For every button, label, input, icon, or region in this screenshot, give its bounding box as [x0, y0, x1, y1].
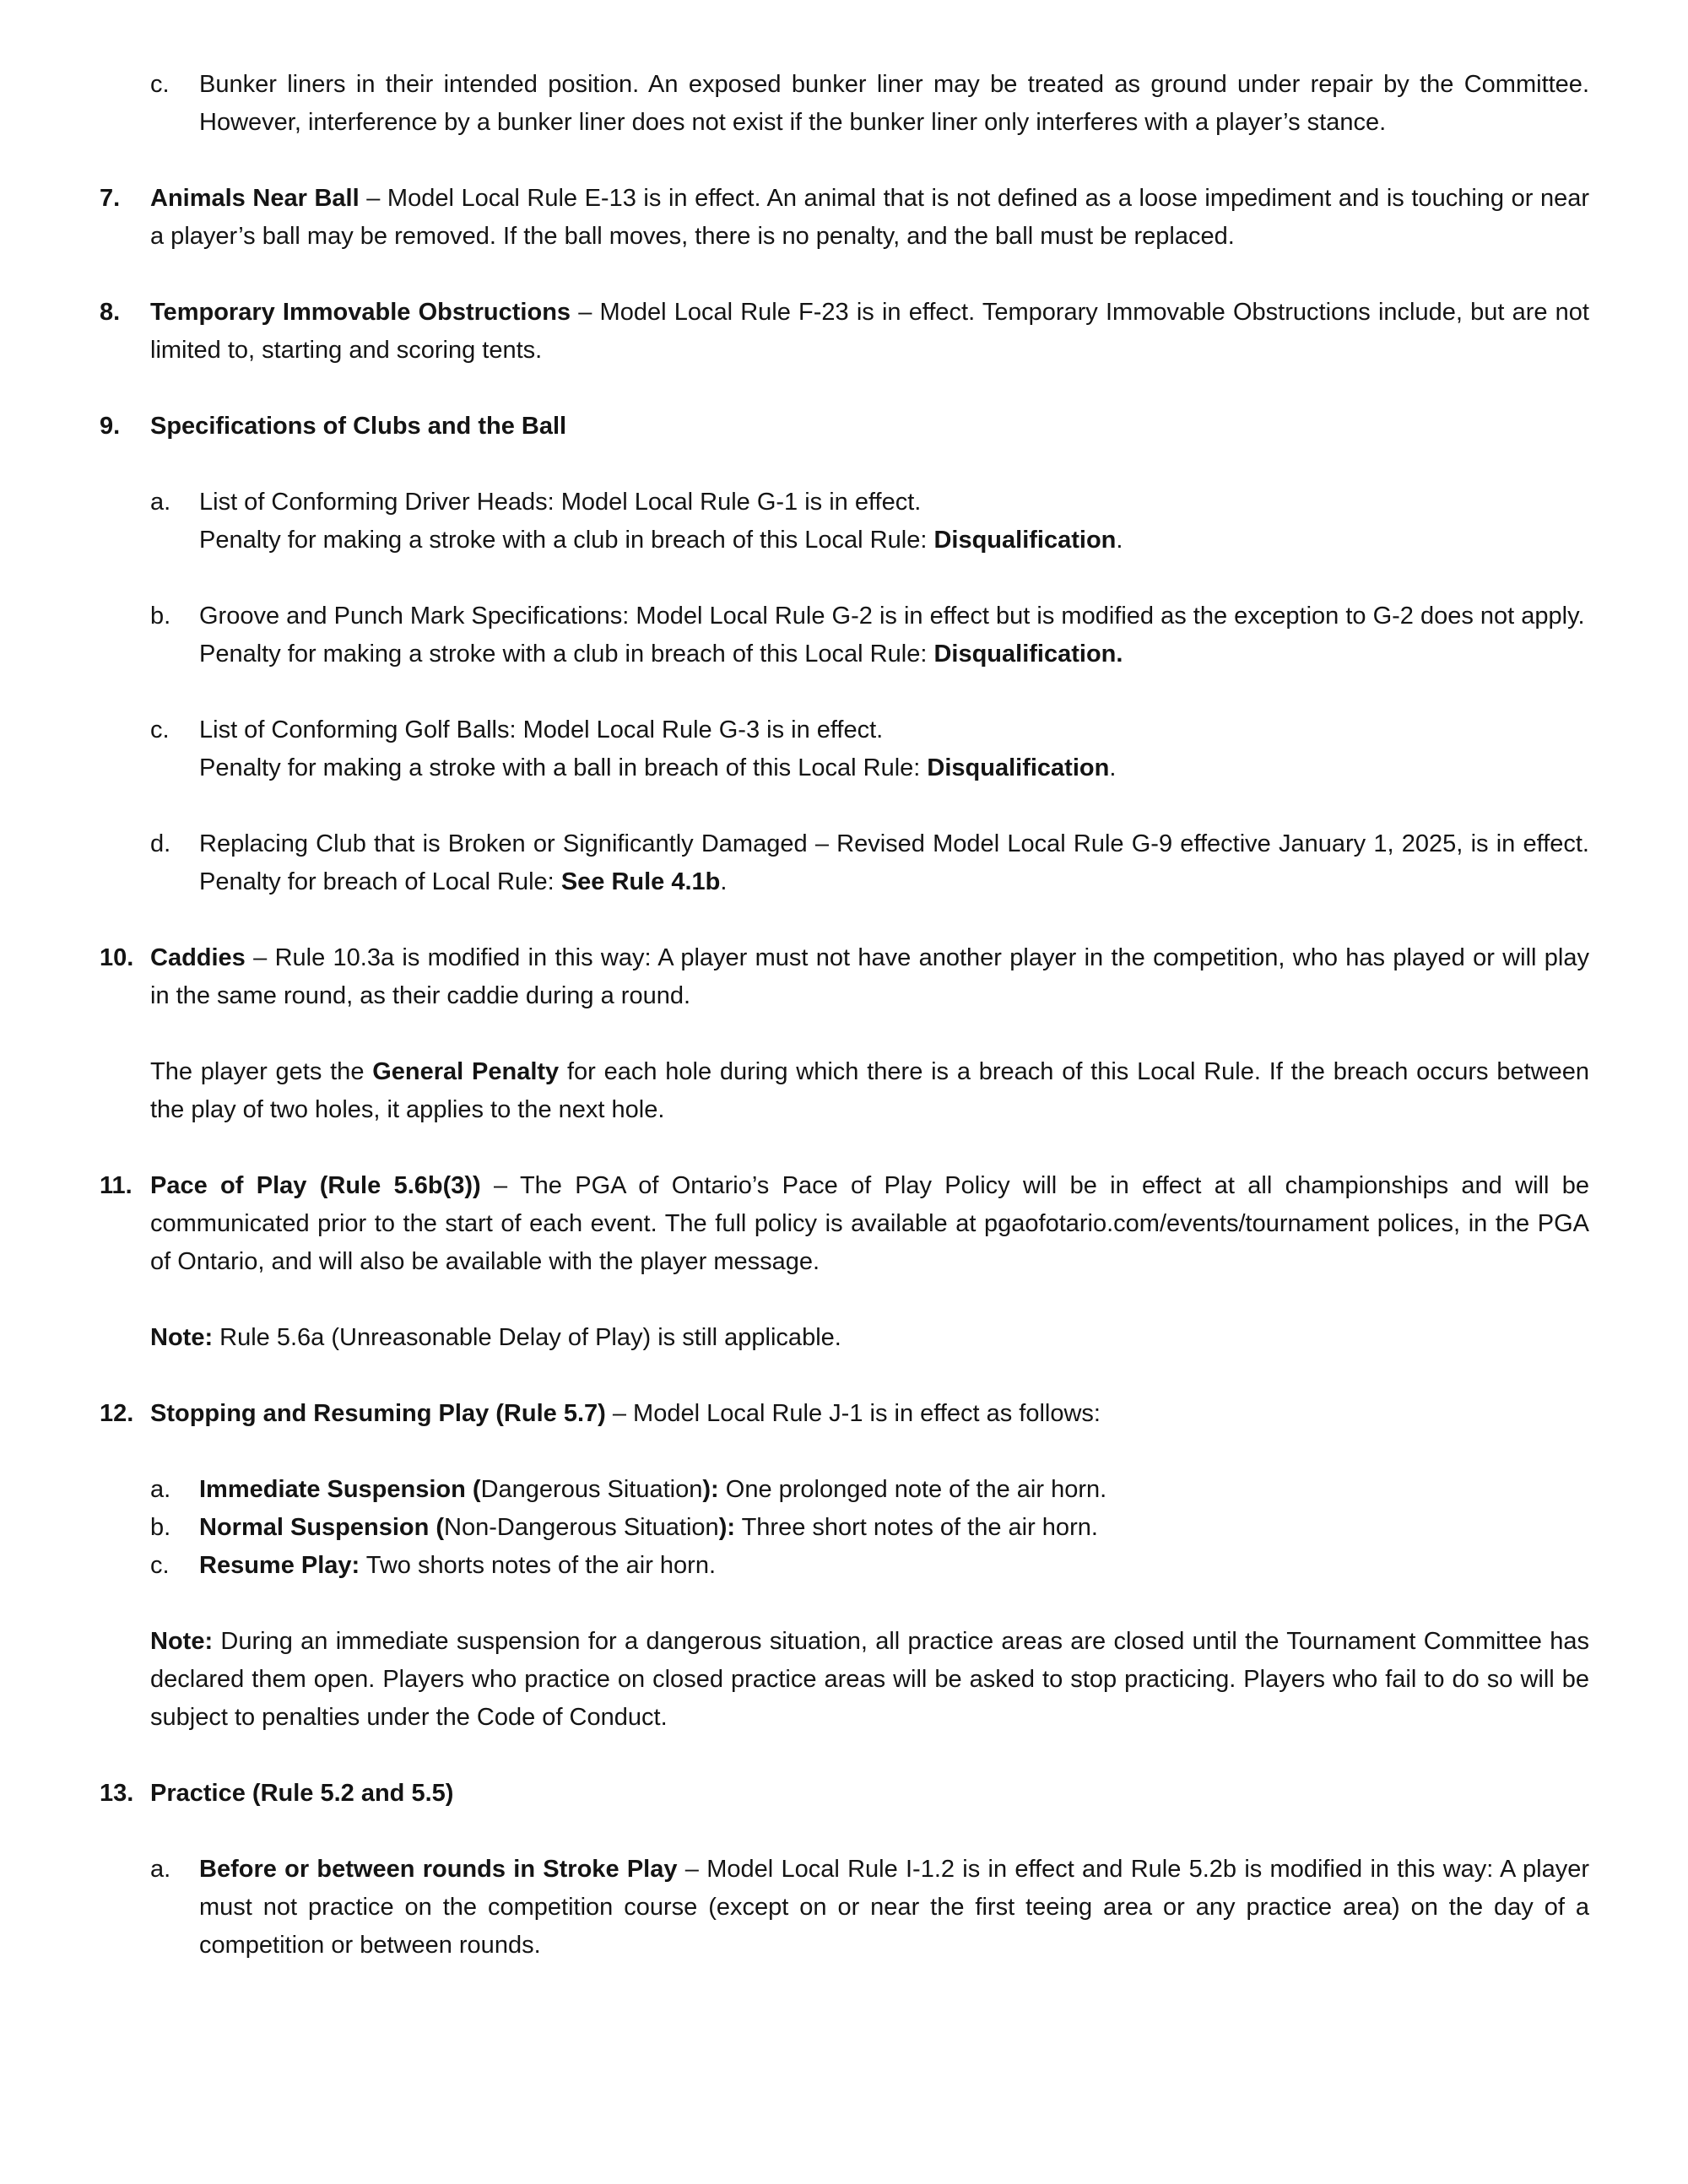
item-text: [199, 1509, 1589, 1547]
paragraph: [100, 1053, 1589, 1129]
text-run: .: [720, 868, 728, 895]
text-run-bold: ):: [718, 1514, 736, 1541]
lettered-item: [100, 597, 1589, 673]
text-run-bold: ):: [702, 1476, 719, 1503]
lettered-item: [100, 1851, 1589, 1965]
list-marker: a.: [150, 1476, 171, 1503]
text-run-bold: Note:: [150, 1324, 214, 1351]
text-run: Three short notes of the air horn.: [735, 1514, 1098, 1541]
text-run: – Model Local Rule J-1 is in effect as follows:: [605, 1400, 1101, 1427]
lettered-item: [100, 66, 1589, 142]
list-marker: 13.: [100, 1780, 134, 1807]
numbered-item: [100, 1775, 1589, 1813]
list-marker: d.: [150, 830, 171, 857]
list-marker: b.: [150, 603, 171, 630]
numbered-item: [100, 294, 1589, 370]
item-text: [199, 484, 1589, 560]
text-run: One prolonged note of the air horn.: [718, 1476, 1107, 1503]
list-marker: 11.: [100, 1172, 133, 1199]
text-run: List of Conforming Driver Heads: Model Local Rule G-1 is in effect.: [199, 489, 922, 516]
item-text: [199, 711, 1589, 787]
item-text: [150, 1623, 1589, 1737]
text-run: Rule 5.6a (Unreasonable Delay of Play) is still applicable.: [213, 1324, 841, 1351]
text-run-bold: Immediate Suspension (: [199, 1476, 481, 1503]
text-run: – Rule 10.3a is modified in this way: A player must not have another player in the competition, who has played or will play in the same round, as their caddie during a round.: [150, 944, 1589, 1009]
list-marker: c.: [150, 1552, 170, 1579]
text-run: During an immediate suspension for a dangerous situation, all practice areas are closed until the Tournament Committee has declared them open. Players who practice on closed practice areas will be asked to stop practicing. Players who fail to do so will be subject to penalties under the Code of Conduct.: [150, 1628, 1589, 1731]
text-run: Two shorts notes of the air horn.: [360, 1552, 717, 1579]
item-text: [150, 1167, 1589, 1281]
text-run: for each hole during which there is a breach of this Local Rule. If the breach occurs between the play of two holes, it applies to the next hole.: [150, 1058, 1589, 1123]
list-marker: 12.: [100, 1400, 134, 1427]
list-marker: c.: [150, 716, 170, 743]
list-marker: a.: [150, 489, 171, 516]
text-run: – The PGA of Ontario’s Pace of Play Policy will be in effect at all championships and will be communicated prior to the start of each event. The full policy is available at pgaofotario.com/events/tournament polices, in the PGA of Ontario, and will also be available with the player message.: [150, 1172, 1589, 1275]
item-text: [199, 1851, 1589, 1965]
text-run: .: [1109, 754, 1117, 781]
list-marker: a.: [150, 1856, 171, 1883]
item-text: [150, 1319, 1589, 1357]
text-run: List of Conforming Golf Balls: Model Local Rule G-3 is in effect.: [199, 716, 884, 743]
numbered-item: [100, 1167, 1589, 1281]
text-run: Bunker liners in their intended position. An exposed bunker liner may be treated as ground under repair by the Committee. However, interference by a bunker liner does not exist if the bunker liner only interferes with a player’s stance.: [199, 71, 1589, 136]
text-run: – Model Local Rule E-13 is in effect. An animal that is not defined as a loose impediment and is touching or near a player’s ball may be removed. If the ball moves, there is no penalty, and the ball must be replaced.: [150, 185, 1589, 250]
lettered-item: [100, 825, 1589, 901]
text-run: Groove and Punch Mark Specifications: Model Local Rule G-2 is in effect but is modified as the exception to G-2 does not apply.: [199, 603, 1585, 630]
text-run-bold: Disqualification: [927, 754, 1110, 781]
text-run: Penalty for making a stroke with a club in breach of this Local Rule:: [199, 527, 934, 554]
text-run-bold: Normal Suspension (: [199, 1514, 445, 1541]
item-text: [199, 66, 1589, 142]
list-marker: 7.: [100, 185, 121, 212]
text-run: Penalty for making a stroke with a ball in breach of this Local Rule:: [199, 754, 928, 781]
item-text: [199, 1547, 1589, 1585]
item-text: [150, 408, 1589, 446]
lettered-item: [100, 711, 1589, 787]
text-run-bold: See Rule 4.1b: [560, 868, 721, 895]
numbered-item: [100, 1395, 1589, 1433]
text-run: The player gets the: [150, 1058, 373, 1085]
list-marker: c.: [150, 71, 170, 98]
paragraph: [100, 1623, 1589, 1737]
text-run-bold: Stopping and Resuming Play (Rule 5.7): [150, 1400, 606, 1427]
lettered-item: [100, 1509, 1589, 1547]
item-text: [199, 597, 1589, 673]
text-run-bold: Pace of Play (Rule 5.6b(3)): [150, 1172, 481, 1199]
numbered-item: [100, 939, 1589, 1015]
item-text: [199, 1471, 1589, 1509]
text-run-bold: General Penalty: [372, 1058, 560, 1085]
text-run-bold: Disqualification: [933, 527, 1117, 554]
text-run: – Model Local Rule I-1.2 is in effect and Rule 5.2b is modified in this way: A player must not practice on the competition course (except on or near the first teeing area or any practice area) on the day of a competition or between rounds.: [199, 1856, 1590, 1959]
item-text: [150, 1775, 1589, 1813]
text-run-bold: Disqualification.: [933, 641, 1123, 668]
item-text: [150, 180, 1589, 256]
text-run-bold: Animals Near Ball: [150, 185, 360, 212]
item-text: [150, 1053, 1589, 1129]
item-text: [150, 939, 1589, 1015]
lettered-item: [100, 484, 1589, 560]
item-text: [150, 294, 1589, 370]
text-run-bold: Resume Play:: [199, 1552, 360, 1579]
numbered-item: [100, 180, 1589, 256]
text-run-bold: Caddies: [150, 944, 246, 971]
paragraph: [100, 1319, 1589, 1357]
text-run: – Model Local Rule F-23 is in effect. Temporary Immovable Obstructions include, but are not limited to, starting and scoring tents.: [150, 299, 1589, 364]
text-run: Replacing Club that is Broken or Significantly Damaged – Revised Model Local Rule G-9 effective January 1, 2025, is in effect. Penalty for breach of Local Rule:: [199, 830, 1589, 895]
text-run-bold: Practice (Rule 5.2 and 5.5): [150, 1780, 454, 1807]
lettered-item: [100, 1471, 1589, 1509]
text-run: Non-Dangerous Situation: [444, 1514, 719, 1541]
list-marker: 8.: [100, 299, 121, 326]
numbered-item: [100, 408, 1589, 446]
list-marker: b.: [150, 1514, 171, 1541]
text-run-bold: Note:: [150, 1628, 214, 1655]
lettered-item: [100, 1547, 1589, 1585]
item-text: [199, 825, 1589, 901]
list-marker: 9.: [100, 413, 121, 440]
text-run: Penalty for making a stroke with a club in breach of this Local Rule:: [199, 641, 934, 668]
text-run-bold: Before or between rounds in Stroke Play: [199, 1856, 678, 1883]
text-run-bold: Specifications of Clubs and the Ball: [150, 413, 567, 440]
text-run: Dangerous Situation: [480, 1476, 703, 1503]
text-run: .: [1116, 527, 1123, 554]
item-text: [150, 1395, 1589, 1433]
text-run-bold: Temporary Immovable Obstructions: [150, 299, 571, 326]
list-marker: 10.: [100, 944, 134, 971]
